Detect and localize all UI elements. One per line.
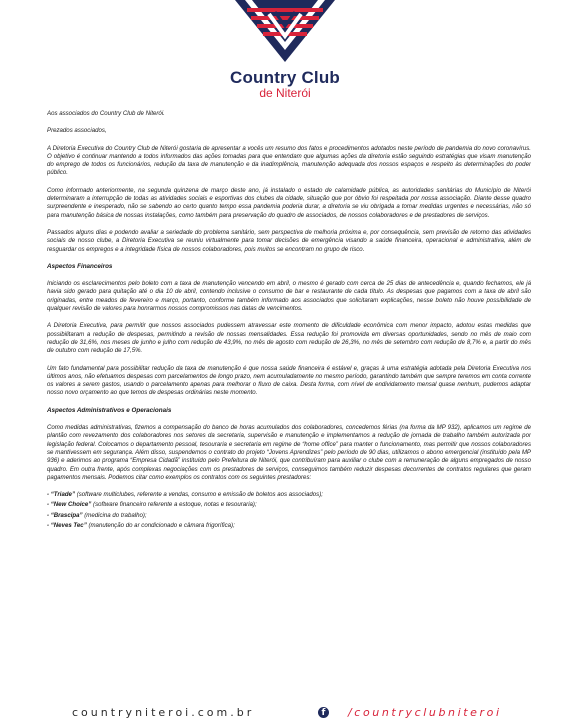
- letter-body: [47, 110, 531, 702]
- club-name: Country Club: [229, 68, 341, 87]
- provider-name: - “Neves Tec”: [47, 521, 87, 529]
- financial-paragraph: Iniciando os esclarecimentos pelo boleto com a taxa de manutenção vencendo em abril, o mesmo é gerado com cerca de 25 dias de antecedência e, quando fechamos, ele já havia sido gerado para quitação até o dia 10 de abril, contendo inclusive o consumo de bar e restaurante de cada título. As despesas que pagamos com a taxa de abril são originadas, entre meados de fevereiro e março, portanto, conforme também informado aos associados que solicitaram explicações, nesse boleto não houve possibilidade de qualquer revisão de valores para honrarmos nossos compromissos nas datas de vencimentos.: [47, 280, 531, 313]
- administrative-paragraph: Como medidas administrativas, fizemos a compensação do banco de horas acumulados dos colaboradores, concedemos férias (na forma da MP 932), aplicamos um regime de plantão com revezamento dos colaboradores nos setores da secretaria, supervisão e manutenção e implementamos a redução de jornada de trabalho também autorizada por legislação federal. Colocamos o departamento pessoal, tesouraria e secretaria em regime de “home office” para manter o funcionamento, mas permitir que nossos colaboradores se mantivessem em segurança. Além disso, suspendemos o contrato do projeto “Jovens Aprendizes” pelo período de 90 dias, utilizamos o abono emergencial (instituído pela MP 936) e aderimos ao programa “Empresa Cidadã” instituído pelo Prefeitura de Niterói, que contribuíram para auxiliar o clube com a remuneração de alguns empregados de nosso quadro. Em outra frente, após complexas negociações com os prestadores de serviços, conseguimos também reduzir despesas decorrentes de contratos regulares que geram pagamentos mensais. Podemos citar como exemplos os contratos com os seguintes prestadores:: [47, 424, 531, 481]
- provider-name: - “Triade”: [47, 491, 75, 499]
- intro-paragraph: Passados alguns dias e podendo avaliar a seriedade do problema sanitário, sem perspectiva de melhoria próxima e, por consequência, sem previsão de retorno das atividades sociais de nosso clube, a Diretoria Executiva se reuniu virtualmente para tomar decisões de emergência visando a saúde financeira, operacional e administrativa, além de resguardar os empregos e a integridade física de nossos colaboradores, pois muitos se encontram no grupo de risco.: [47, 228, 531, 253]
- salutation: Prezados associados,: [47, 127, 107, 135]
- club-subtitle: de Niterói: [259, 86, 311, 100]
- intro-paragraph: Como informado anteriormente, na segunda quinzena de março deste ano, já instalado o estado de calamidade pública, as autoridades sanitárias do Município de Niterói determinaram a interrupção de todas as atividades sociais e esportivas dos clubes da cidade, situação que por óbvio foi respeitada por nossa associação. Diante desse quadro surpreendente e inesperado, não se sabendo ao certo quanto tempo essa pandemia poderia durar, a diretoria se viu obrigada a tomar medidas urgentes e necessárias, não só para manutenção básica de nossas instalações, como também para preservação do quadro de associados, de nossos colaboradores e de prestadores de serviços.: [47, 186, 531, 219]
- provider-item: [47, 501, 531, 509]
- providers-list: [47, 491, 531, 530]
- footer: [0, 706, 570, 720]
- recipient-line: Aos associados do Country Club de Niterói.: [47, 110, 165, 117]
- club-logo: [0, 0, 570, 104]
- provider-description: (software financeiro referente a estoque, notas e tesouraria);: [91, 501, 257, 509]
- provider-item: [47, 491, 531, 499]
- provider-description: (medicina do trabalho);: [82, 511, 147, 519]
- provider-item: [47, 512, 531, 520]
- intro-paragraph: A Diretoria Executiva do Country Club de Niterói gostaria de apresentar a vocês um resumo dos fatos e procedimentos adotados neste período de pandemia do novo coronavírus. O objetivo é continuar mantendo a todos informados das ações tomadas para que entendam que algumas ações da diretoria estão seguindo estratégias que visam manutenção do emprego de todos os funcionários, redução da taxa de manutenção e da inadimplência, manutenção adequada dos nossos espaços e respeito às determinações do poder público.: [47, 144, 531, 177]
- provider-name: - “New Choice”: [47, 501, 92, 509]
- social-handle-link[interactable]: /countryclubniteroi: [348, 706, 502, 719]
- provider-description: (manutenção do ar condicionado e câmara frigorífica);: [86, 521, 235, 529]
- website-link[interactable]: countryniteroi.com.br: [72, 706, 255, 719]
- provider-description: (software multiclubes, referente a vendas, consumo e emissão de boletos aos associados);: [75, 491, 323, 499]
- provider-name: - “Brascipa”: [47, 511, 83, 519]
- provider-item: [47, 522, 531, 530]
- facebook-icon[interactable]: f: [318, 707, 329, 718]
- financial-paragraph: A Diretoria Executiva, para permitir que nossos associados pudessem atravessar este momento de dificuldade econômica com menor impacto, adotou estas medidas que possibilitaram a redução de despesas, permitindo a revisão de nossas mensalidades. Essa redução foi promovida em diversas oportunidades, sendo no mês de maio com redução de 31,6%, nos meses de junho e julho com redução de 43,9%, no mês de agosto com redução de 26,3%, no mês de setembro com redução de 8,7% e, a partir do mês de outubro com redução de 17,5%.: [47, 322, 531, 355]
- section-heading-financial: Aspectos Financeiros: [47, 262, 113, 270]
- financial-paragraph: Um fato fundamental para possibilitar redução da taxa de manutenção é que nossa saúde financeira é estável e, graças à uma estratégia adotada pela Diretoria Executiva nos últimos anos, não efetuamos despesas com parcelamentos de longo prazo, nem acumuladamente no mesmo período, garantindo também que sempre teremos em conta corrente os valores a serem gastos, usando o parcelamento apenas para melhorar o fluxo de caixa. Desta forma, com nível de endividamento mensal quase nenhum, pudemos adaptar nosso novo orçamento ao que temos de despesas ordinárias neste momento.: [47, 364, 531, 397]
- club-crest-icon: [225, 0, 345, 70]
- section-heading-administrative: Aspectos Administrativos e Operacionais: [47, 406, 172, 414]
